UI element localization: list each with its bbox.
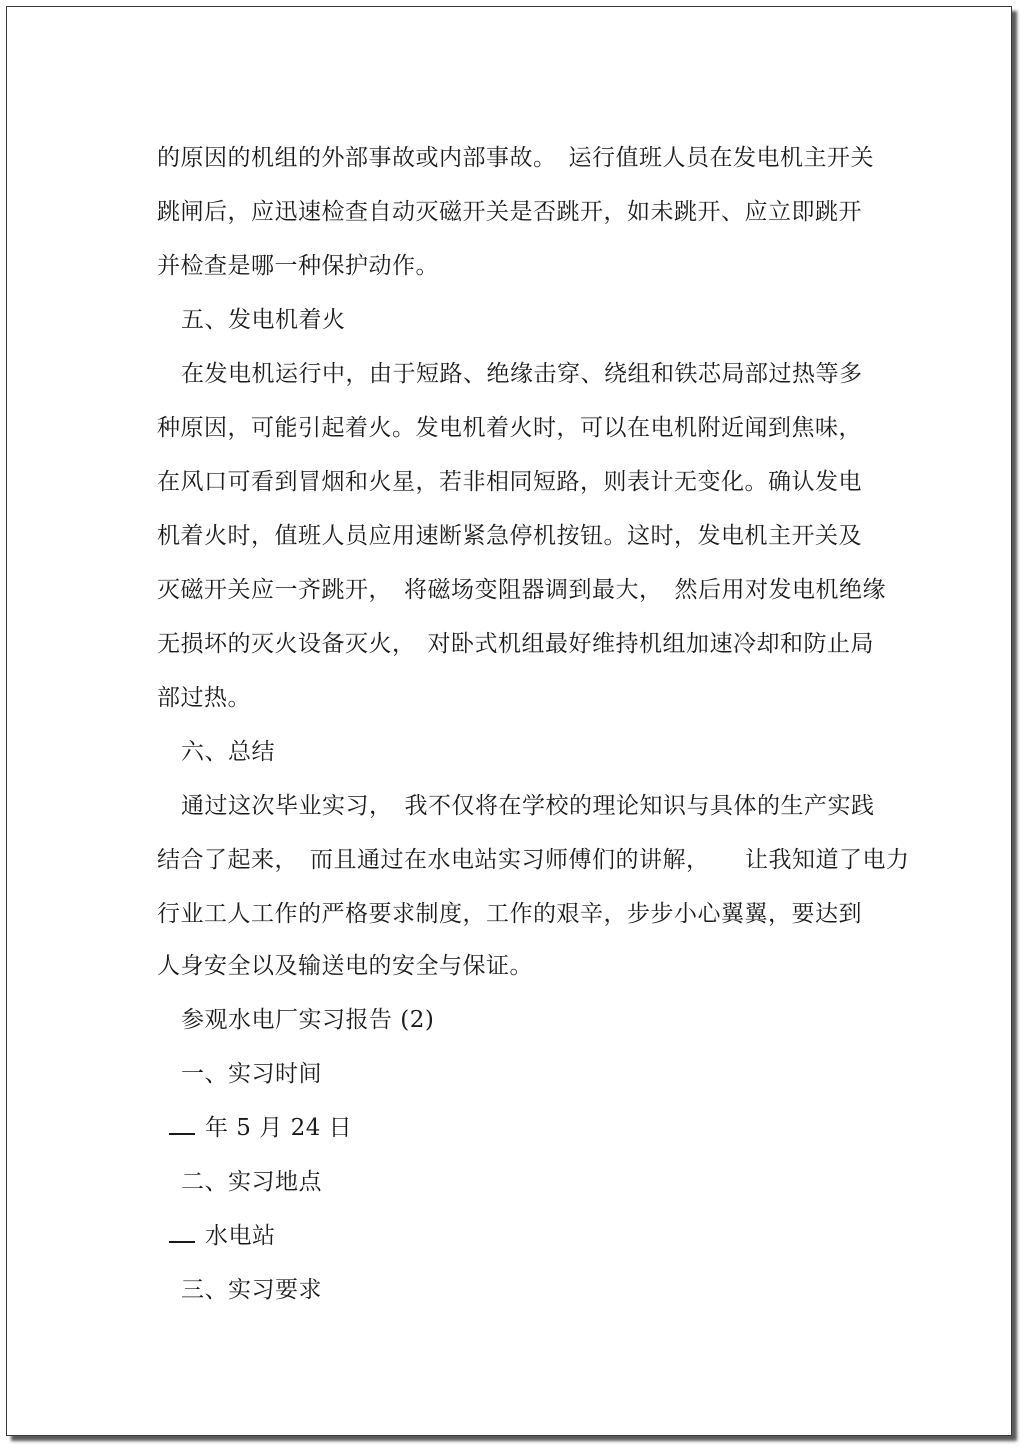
- date-text: 年 5 月 24 日: [205, 1115, 353, 1141]
- text-line-15: 行业工人工作的严格要求制度，工作的艰辛，步步小心翼翼，要达到: [157, 901, 862, 927]
- text-line-1: 的原因的机组的外部事故或内部事故。 运行值班人员在发电机主开关: [157, 145, 874, 171]
- document-page: [6, 6, 1012, 1436]
- section-heading-location: 二、实习地点: [181, 1169, 322, 1195]
- text-line-16: 人身安全以及输送电的安全与保证。: [157, 953, 533, 979]
- text-line-2: 跳闸后，应迅速检查自动灭磁开关是否跳开，如未跳开、应立即跳开: [157, 199, 862, 225]
- text-line-7: 在风口可看到冒烟和火星，若非相同短路，则表计无变化。确认发电: [157, 469, 862, 495]
- text-line-11: 部过热。: [157, 685, 251, 711]
- location-line: [169, 1221, 276, 1251]
- text-line-8: 机着火时，值班人员应用速断紧急停机按钮。这时，发电机主开关及: [157, 523, 862, 549]
- text-line-5: 在发电机运行中，由于短路、绝缘击穿、绕组和铁芯局部过热等多: [181, 361, 863, 387]
- report-title: 参观水电厂实习报告 (2): [181, 1007, 435, 1033]
- text-line-14: 结合了起来， 而且通过在水电站实习师傅们的讲解， 让我知道了电力: [157, 847, 910, 873]
- section-heading-requirements: 三、实习要求: [181, 1277, 322, 1303]
- text-line-3: 并检查是哪一种保护动作。: [157, 253, 439, 279]
- text-line-13: 通过这次毕业实习， 我不仅将在学校的理论知识与具体的生产实践: [181, 793, 875, 819]
- text-line-6: 种原因，可能引起着火。发电机着火时，可以在电机附近闻到焦味，: [157, 415, 862, 441]
- text-line-9: 灭磁开关应一齐跳开， 将磁场变阻器调到最大， 然后用对发电机绝缘: [157, 577, 886, 603]
- blank-underline: [169, 1113, 195, 1135]
- section-heading-summary: 六、总结: [181, 739, 275, 765]
- date-line: [169, 1113, 352, 1143]
- blank-underline: [169, 1221, 195, 1243]
- text-line-10: 无损坏的灭火设备灭火， 对卧式机组最好维持机组加速冷却和防止局: [157, 631, 874, 657]
- location-text: 水电站: [205, 1223, 276, 1249]
- section-heading-time: 一、实习时间: [181, 1061, 322, 1087]
- section-heading-fire: 五、发电机着火: [181, 307, 346, 333]
